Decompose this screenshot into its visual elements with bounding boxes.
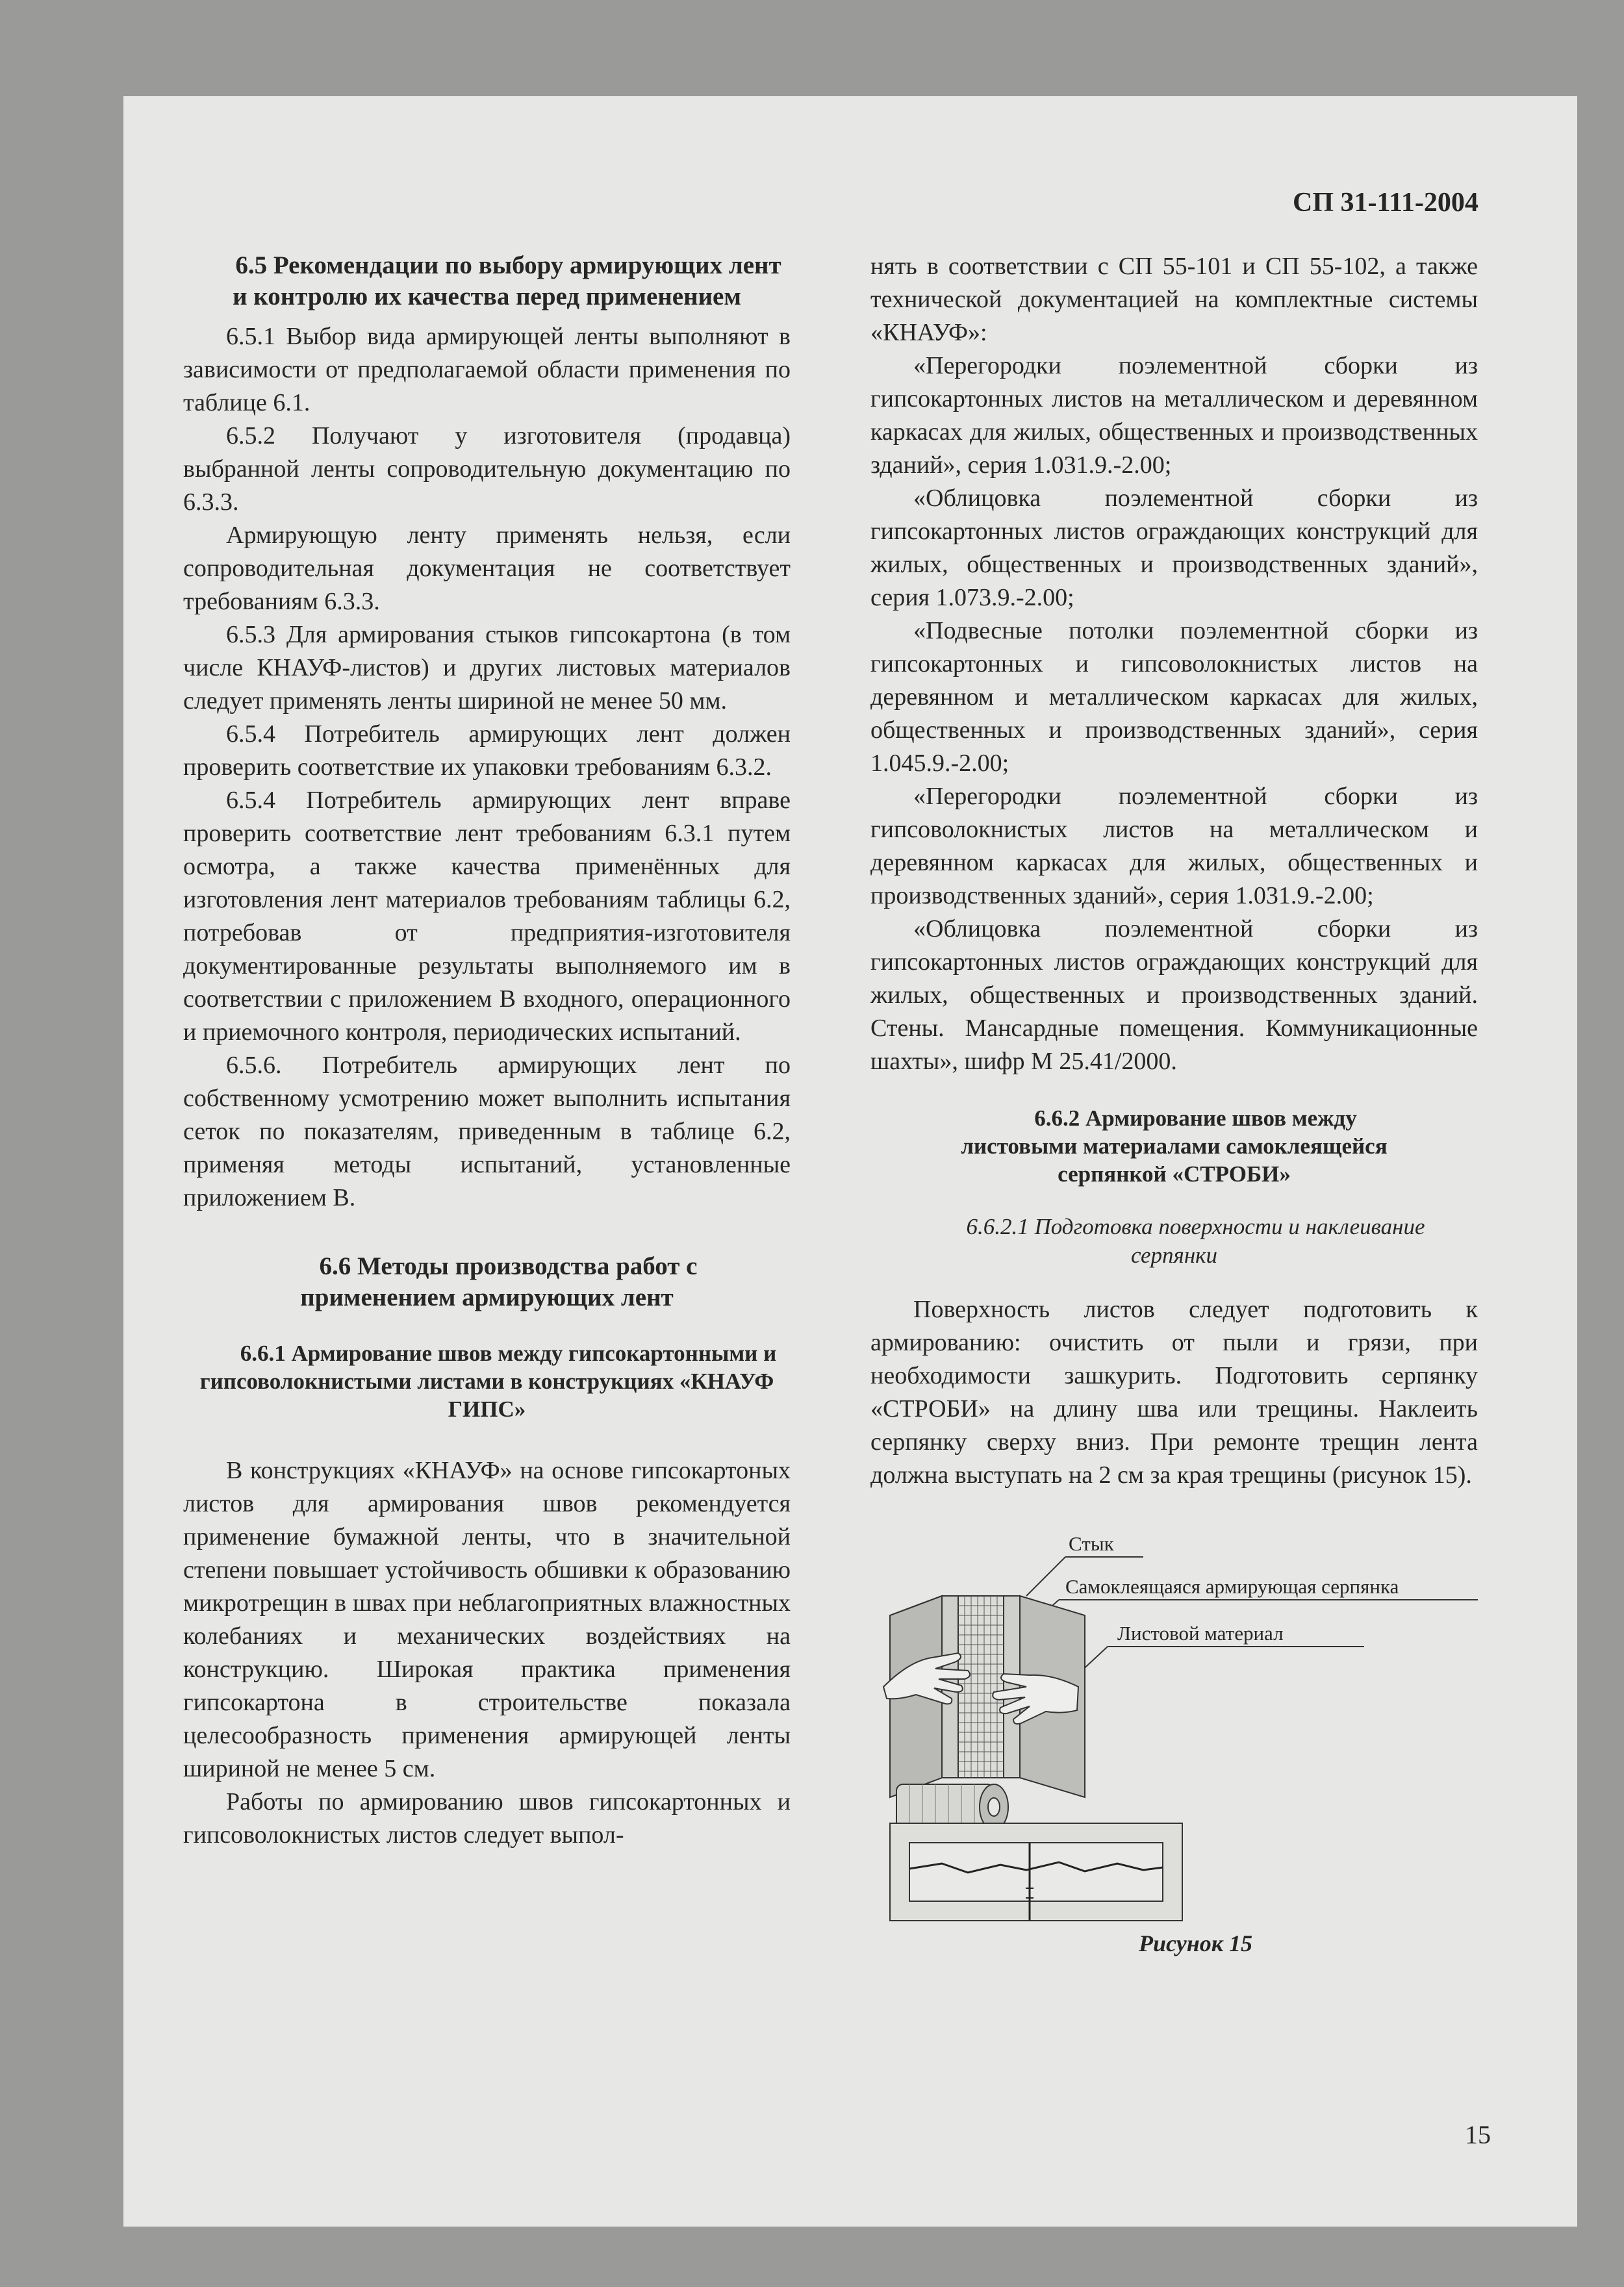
figure-caption: Рисунок 15 (1139, 1930, 1252, 1956)
figure-15 (870, 1524, 1478, 1927)
mesh-tape (958, 1596, 1004, 1778)
right-column (870, 250, 1478, 1960)
leader-line-joint-arrow (1026, 1557, 1065, 1596)
paragraph: 6.5.3 Для армирования стыков гипсокартона (в том числе КНАУФ-листов) и других листовых материалов следует применять ленты шириной не менее 50 мм. (183, 621, 791, 714)
section-6-6-2-1-title: 6.6.2.1 Подготовка поверхности и наклеивание серпянки (966, 1214, 1425, 1268)
paragraph: 6.5.1 Выбор вида армирующей ленты выполняют в зависимости от предполагаемой области применения по таблице 6.1. (183, 323, 791, 416)
section-6-6-2-title: 6.6.2 Армирование швов между листовыми материалами самоклеящейся серпянкой «СТРОБИ» (961, 1106, 1388, 1187)
paragraph: «Облицовка поэлементной сборки из гипсокартонных листов ограждающих конструкций для жилых, общественных и производственных зданий. Стены. Мансардные помещения. Коммуникационные шахты», шифр М 25.41/2000. (870, 915, 1478, 1075)
left-column (183, 250, 791, 1852)
label-tape: Самоклеящаяся армирующая серпянка (1065, 1575, 1399, 1598)
paragraph: «Подвесные потолки поэлементной сборки из гипсокартонных и гипсоволокнистых листов на деревянном и металлическом каркасах для жилых, общественных и производственных зданий», серия 1.045.9.-2.00; (870, 617, 1478, 777)
paragraph: «Облицовка поэлементной сборки из гипсокартонных листов ограждающих конструкций для жилых, общественных и производственных зданий», серия 1.073.9.-2.00; (870, 485, 1478, 611)
paragraph: 6.5.6. Потребитель армирующих лент по собственному усмотрению может выполнить испытания сеток по показателям, приведенным в таблице 6.2, применяя методы испытаний, установленные приложением В. (183, 1052, 791, 1211)
cracked-surface-illustration (890, 1823, 1182, 1921)
label-sheet: Листовой материал (1117, 1622, 1284, 1645)
paragraph: нять в соответствии с СП 55-101 и СП 55-102, а также технической документацией на комплектные системы «КНАУФ»: (870, 253, 1478, 346)
document-code: СП 31-111-2004 (1293, 188, 1478, 218)
figure-illustration (870, 1524, 1478, 1927)
label-joint: Стык (1069, 1532, 1114, 1555)
paragraph: «Перегородки поэлементной сборки из гипсоволокнистых листов на металлическом и деревянном каркасах для жилых, общественных и производственных зданий», серия 1.031.9.-2.00; (870, 783, 1478, 909)
paragraph: В конструкциях «КНАУФ» на основе гипсокартоных листов для армирования швов рекомендуется применение бумажной ленты, что в значительной степени повышает устойчивость обшивки к образованию микротрещин в швах при неблагоприятных влажностных колебаниях и механических воздействиях на конструкцию. Широкая практика применения гипсокартона в строительстве показала целесообразность применения армирующей ленты шириной не менее 5 см. (183, 1457, 791, 1782)
page-number: 15 (1465, 2120, 1491, 2149)
section-6-6-1-title: 6.6.1 Армирование швов между гипсокартонными и гипсоволокнистыми листами в конструкциях «КНАУФ ГИПС» (199, 1341, 777, 1422)
section-6-6-title: 6.6 Методы производства работ с применением армирующих лент (300, 1252, 698, 1311)
paragraph: Армирующую ленту применять нельзя, если сопроводительная документация не соответствует требованиям 6.3.3. (183, 522, 791, 615)
paragraph: 6.5.4 Потребитель армирующих лент вправе проверить соответствие лент требованиям 6.3.1 путем осмотра, а также качества применённых для изготовления лент материалов требованиям таблицы 6.2, потребовав от предприятия-изготовителя документированные результаты выполняемого им в соответствии с приложением В входного, операционного и приемочного контроля, периодических испытаний. (183, 787, 791, 1046)
paragraph: 6.5.2 Получают у изготовителя (продавца) выбранной ленты сопроводительную документацию по 6.3.3. (183, 422, 791, 516)
section-6-5-title: 6.5 Рекомендации по выбору армирующих лент и контролю их качества перед применением (233, 251, 781, 310)
paragraph: 6.5.4 Потребитель армирующих лент должен проверить соответствие их упаковки требованиям 6.3.2. (183, 720, 791, 781)
paragraph: «Перегородки поэлементной сборки из гипсокартонных листов на металлическом и деревянном каркасах для жилых, общественных и производственных зданий», серия 1.031.9.-2.00; (870, 352, 1478, 479)
paragraph: Работы по армированию швов гипсокартонных и гипсоволокнистых листов следует выпол- (183, 1788, 791, 1849)
paragraph: Поверхность листов следует подготовить к армированию: очистить от пыли и грязи, при необходимости зашкурить. Подготовить серпянку «СТРОБИ» на длину шва или трещины. Наклеить серпянку сверху вниз. При ремонте трещин лента должна выступать на 2 см за края трещины (рисунок 15). (870, 1296, 1478, 1489)
